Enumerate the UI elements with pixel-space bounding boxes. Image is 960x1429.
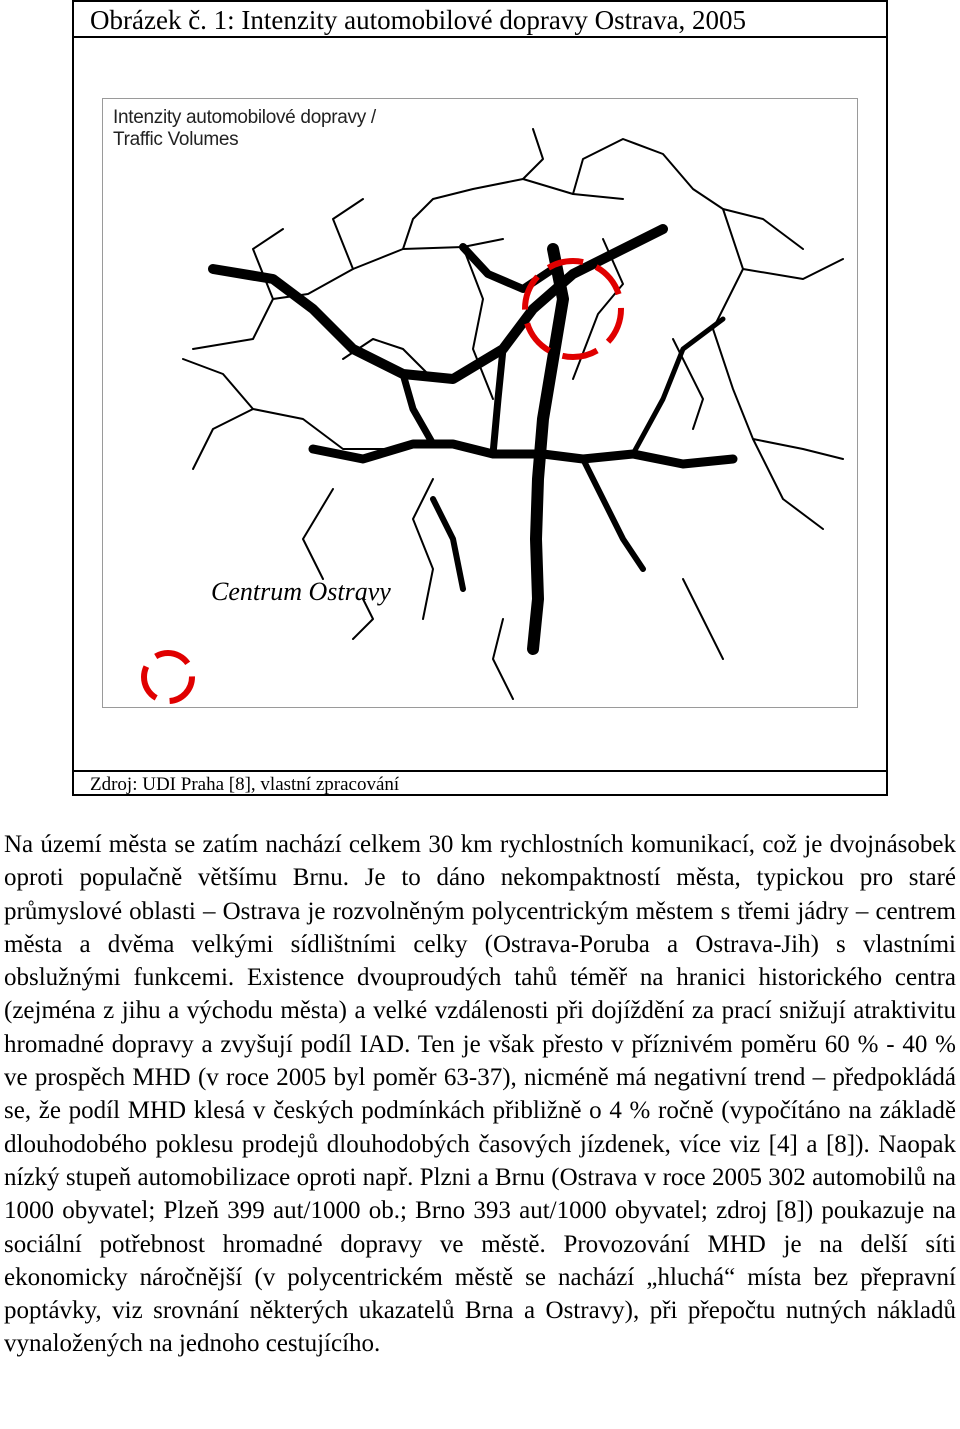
highlight-circle-southwest — [144, 653, 192, 701]
traffic-map — [102, 98, 858, 708]
figure-source: Zdroj: UDI Praha [8], vlastní zpracování — [74, 770, 886, 796]
center-label: Centrum Ostravy — [211, 577, 391, 606]
road-network-map — [103, 99, 858, 708]
map-title — [113, 107, 376, 151]
highlight-circles — [144, 261, 621, 701]
map-title-line-1: Intenzity automobilové dopravy / — [113, 107, 376, 128]
map-title-line-2: Traffic Volumes — [113, 129, 239, 150]
figure-caption: Obrázek č. 1: Intenzity automobilové dopravy Ostrava, 2005 — [74, 2, 886, 38]
figure-box — [72, 0, 888, 796]
minor-roads — [183, 129, 843, 699]
body-paragraph: Na území města se zatím nachází celkem 30 km rychlostních komunikací, což je dvojnásobek oproti populačně většímu Brnu. Je to dáno nekompaktností města, typickou pro staré průmyslové oblasti – Ostrava je rozvolněným polycentrickým městem s třemi jádry – centrem města a dvěma velkými sídlištními celky (Ostrava-Poruba a Ostrava-Jih) s vlastními obslužnými funkcemi. Existence dvouproudých tahů téměř na hranici historického centra (zejména z jihu a východu města) a velké vzdálenosti při dojíždění za prací snižují atraktivitu hromadné dopravy a zvyšují podíl IAD. Ten je však přesto v příznivém poměru 60 % - 40 % ve prospěch MHD (v roce 2005 byl poměr 63-37), nicméně má negativní trend – předpokládá se, že podíl MHD klesá v českých podmínkách přibližně o 4 % ročně (vypočítáno na základě dlouhodobého poklesu prodejů dlouhodobých časových jízdenek, více viz [4] a [8]). Naopak nízký stupeň automobilizace oproti např. Plzni a Brnu (Ostrava v roce 2005 302 automobilů na 1000 obyvatel; Plzeň 399 aut/1000 ob.; Brno 393 aut/1000 obyvatel; zdroj [8]) poukazuje na sociální potřebnost hromadné dopravy ve městě. Provozování MHD je na delší síti ekonomicky náročnější (v polycentrickém městě se nachází „hluchá“ místa bez přepravní poptávky, viz srovnání některých ukazatelů Brna a Ostravy), při přepočtu nutných nákladů vynaložených na jednoho cestujícího. — [4, 831, 956, 1358]
